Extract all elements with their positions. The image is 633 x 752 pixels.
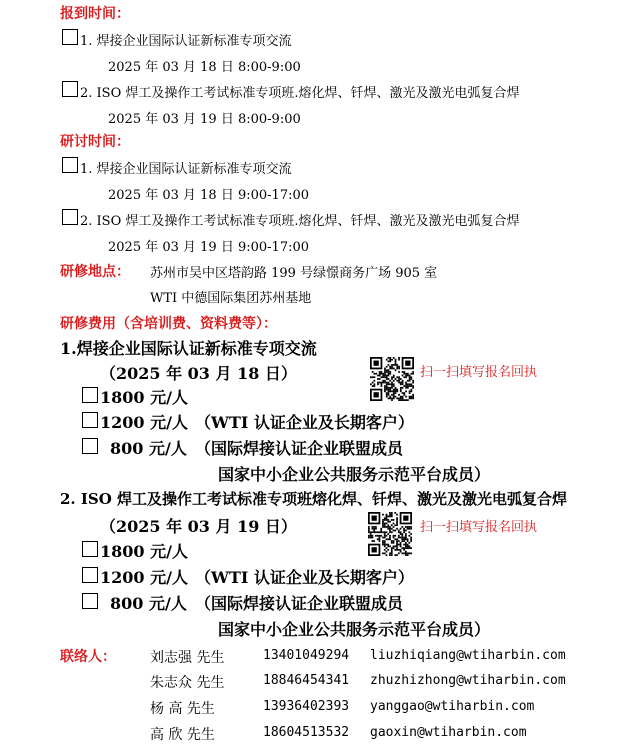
course-2-qr-caption: 扫一扫填写报名回执: [420, 520, 538, 535]
course-2-option-1800-checkbox[interactable]: [82, 541, 98, 557]
seminar-checkbox-2[interactable]: [62, 209, 78, 225]
course-2-option-800-checkbox[interactable]: [82, 593, 98, 609]
course-2-option-1800-price: 1800 元/人: [100, 542, 188, 561]
registration-item-2-time: 2025 年 03 月 19 日 8:00-9:00: [108, 112, 301, 127]
registration-checkbox-2[interactable]: [62, 81, 78, 97]
course-1-date: （2025 年 03 月 18 日）: [100, 364, 297, 383]
course-2-note-continued: 国家中小企业公共服务示范平台成员）: [218, 620, 491, 639]
contact-1-phone: 13401049294: [263, 648, 350, 663]
course-1-title: 1.焊接企业国际认证新标准专项交流: [60, 339, 317, 358]
course-1-option-1200-checkbox[interactable]: [82, 412, 98, 428]
course-2-option-1200-checkbox[interactable]: [82, 567, 98, 583]
registration-item-2-label: 2. ISO 焊工及操作工考试标准专项班.熔化焊、钎焊、激光及激光电弧复合焊: [80, 86, 520, 101]
course-1-option-800-checkbox[interactable]: [82, 438, 98, 454]
fees-title: 研修费用（含培训费、资料费等）：: [60, 316, 277, 332]
location-venue: WTI 中德国际集团苏州基地: [150, 291, 312, 306]
course-1-option-800-price: 800 元/人: [110, 439, 187, 458]
registration-item-1-label: 1. 焊接企业国际认证新标准专项交流: [80, 34, 292, 49]
course-1-qr-caption: 扫一扫填写报名回执: [420, 365, 538, 380]
registration-checkbox-1[interactable]: [62, 29, 78, 45]
contact-2-email[interactable]: zhuzhizhong@wtiharbin.com: [370, 673, 566, 688]
seminar-checkbox-1[interactable]: [62, 157, 78, 173]
contact-3-email[interactable]: yanggao@wtiharbin.com: [370, 699, 535, 714]
location-address: 苏州市吴中区塔韵路 199 号绿憬商务广场 905 室: [150, 266, 438, 281]
course-1-option-1200-price: 1200 元/人: [100, 413, 188, 432]
contact-4-phone: 18604513532: [263, 725, 350, 740]
registration-item-1-time: 2025 年 03 月 18 日 8:00-9:00: [108, 60, 301, 75]
contact-1-email[interactable]: liuzhiqiang@wtiharbin.com: [370, 648, 566, 663]
contact-2-name: 朱志众 先生: [150, 675, 225, 691]
seminar-item-1-time: 2025 年 03 月 18 日 9:00-17:00: [108, 188, 310, 203]
course-2-title: 2. ISO 焊工及操作工考试标准专项班熔化焊、钎焊、激光及激光电弧复合焊: [60, 490, 568, 508]
contact-3-phone: 13936402393: [263, 699, 350, 714]
seminar-item-2-time: 2025 年 03 月 19 日 9:00-17:00: [108, 240, 310, 255]
course-1-note-continued: 国家中小企业公共服务示范平台成员）: [218, 465, 491, 484]
contacts-title: 联络人：: [60, 649, 116, 665]
contact-4-email[interactable]: gaoxin@wtiharbin.com: [370, 725, 527, 740]
contact-1-name: 刘志强 先生: [150, 650, 225, 666]
course-2-option-800-note: （国际焊接认证企业联盟成员: [195, 594, 404, 613]
course-1-option-800-note: （国际焊接认证企业联盟成员: [195, 439, 404, 458]
registration-title: 报到时间：: [60, 6, 130, 22]
contact-2-phone: 18846454341: [263, 673, 350, 688]
course-2-date: （2025 年 03 月 19 日）: [100, 517, 297, 536]
seminar-title: 研讨时间：: [60, 134, 130, 150]
course-2-option-800-price: 800 元/人: [110, 594, 187, 613]
course-1-option-1800-price: 1800 元/人: [100, 388, 188, 407]
course-2-option-1200-price: 1200 元/人: [100, 568, 188, 587]
course-2-option-1200-note: （WTI 认证企业及长期客户）: [195, 568, 414, 587]
seminar-item-2-label: 2. ISO 焊工及操作工考试标准专项班.熔化焊、钎焊、激光及激光电弧复合焊: [80, 214, 520, 229]
contact-3-name: 杨 高 先生: [150, 701, 215, 717]
location-title: 研修地点：: [60, 264, 130, 280]
course-1-option-1800-checkbox[interactable]: [82, 387, 98, 403]
course-1-option-1200-note: （WTI 认证企业及长期客户）: [195, 413, 414, 432]
seminar-item-1-label: 1. 焊接企业国际认证新标准专项交流: [80, 162, 292, 177]
course-2-qr-code[interactable]: [368, 512, 412, 556]
course-1-qr-code[interactable]: [370, 357, 414, 401]
contact-4-name: 高 欣 先生: [150, 727, 215, 743]
